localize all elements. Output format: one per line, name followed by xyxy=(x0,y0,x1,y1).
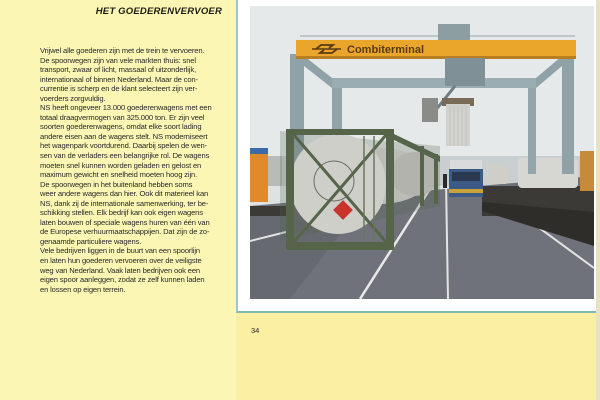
body-line: Vele bedrijven liggen in de buurt van een spoorlijn xyxy=(40,246,200,256)
photo-illustration xyxy=(250,6,594,299)
body-line: currentie is scherp en de klant selecteert zijn ver- xyxy=(40,84,198,94)
body-line: genaamde particuliere wagens. xyxy=(40,236,142,246)
body-line: De spoorwegen in het buitenland hebben soms xyxy=(40,179,193,189)
body-line: weg van Nederland. Vaak laten bedrijven ook een xyxy=(40,265,200,275)
body-line: totaal draagvermogen van 325.000 ton. Er zijn veel xyxy=(40,112,205,122)
body-line: en laten hun goederen vervoeren over de veiligste xyxy=(40,256,202,266)
orange-container xyxy=(250,152,268,202)
body-line: transport, zwaar of licht, massaal of uitzonderlijk, xyxy=(40,65,196,75)
body-line: het wagenpark voortdurend. Daarbij spelen de wen- xyxy=(40,141,207,151)
body-line: De spoorwegen zijn van vele markten thuis: snel xyxy=(40,55,196,65)
page-number: 34 xyxy=(251,326,260,335)
crane-trolley xyxy=(445,58,485,86)
body-line: moeten snel kunnen worden geladen en gelost en xyxy=(40,160,202,170)
photo-combiterminal xyxy=(250,6,594,299)
body-line: weer andere wagens dan hier. Ook dit materieel kan xyxy=(40,189,209,199)
body-line: NS, dank zij de internationale samenwerking, ter be- xyxy=(40,198,209,208)
body-line: andere eisen aan de wagens stelt. NS moderniseert xyxy=(40,131,208,141)
body-line: en lossen op eigen terrein. xyxy=(40,284,126,294)
body-line: NS heeft ongeveer 13.000 goederenwagens met een xyxy=(40,103,212,113)
body-line: schikking stellen. Elk bedrijf kan ook eigen wagens xyxy=(40,208,203,218)
crane-leg-right xyxy=(562,54,574,174)
body-line: de Europese verhuurmaatschappijen. Dat zijn de zo- xyxy=(40,227,210,237)
crane-lower-beam xyxy=(332,78,536,88)
body-line: maximum gewicht en snelheid moeten hoog zijn. xyxy=(40,170,198,180)
body-line: sen van de verladers een belangrijke rol. De wagens xyxy=(40,151,210,161)
page-title: HET GOEDERENVERVOER xyxy=(95,6,222,17)
body-line: internationaal of binnen Nederland. Maar de con- xyxy=(40,74,198,84)
body-line: soorten goederenwagens, omdat elke soort lading xyxy=(40,122,202,132)
crane-cabin xyxy=(438,24,470,40)
body-text xyxy=(40,46,236,294)
body-line: eigen spoor aanleggen, zodat ze zelf kunnen laden xyxy=(40,275,205,285)
crane-sign: Combiterminal xyxy=(347,44,425,56)
body-line: laten bouwen of speciale wagens huren van één van xyxy=(40,217,210,227)
truck-cab-top xyxy=(450,160,482,170)
page-edge xyxy=(596,0,600,400)
body-line: Vrijwel alle goederen zijn met de trein te vervoeren. xyxy=(40,46,205,55)
body-line: voerders zorgvuldig. xyxy=(40,93,106,103)
